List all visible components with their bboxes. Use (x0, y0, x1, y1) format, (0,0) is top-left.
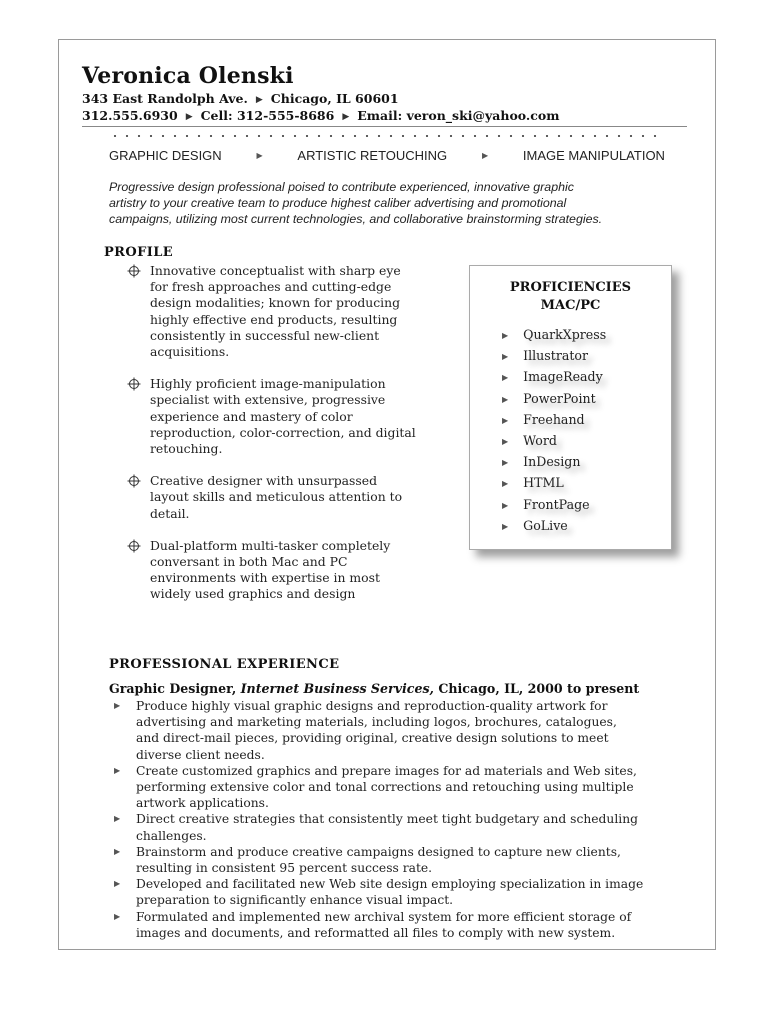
proficiency-label: PowerPoint (523, 390, 596, 406)
proficiencies-heading: PROFICIENCIES (509, 280, 632, 295)
duty-item (109, 844, 689, 876)
profile-text-line: experience and mastery of color (150, 408, 353, 424)
proficiency-item (502, 325, 606, 346)
profile-text-line: Dual-platform multi-tasker completely (150, 537, 391, 553)
summary-statement (109, 179, 704, 227)
city-state-zip: Chicago, IL 60601 (270, 91, 399, 106)
duty-text-line: resulting in consistent 95 percent success rate. (136, 861, 433, 876)
triangle-bullet-icon: ▶ (114, 814, 121, 824)
header-divider (82, 126, 687, 127)
proficiency-item (502, 452, 606, 473)
duty-text-line: diverse client needs. (136, 747, 265, 762)
profile-text-line: environments with expertise in most (150, 570, 380, 586)
resume-page (58, 39, 716, 950)
duty-text-line: artwork applications. (136, 796, 269, 811)
duty-text-line: challenges. (136, 828, 207, 843)
proficiency-item (502, 516, 606, 537)
triangle-bullet-icon: ▶ (502, 394, 509, 404)
proficiency-label: Word (523, 433, 557, 449)
proficiency-label: Freehand (523, 411, 585, 427)
job-title (109, 681, 639, 696)
proficiency-label: GoLive (523, 517, 568, 533)
triangle-bullet-icon: ▶ (342, 112, 350, 122)
triangle-bullet-icon: ▶ (502, 521, 509, 531)
triangle-bullet-icon: ▶ (502, 373, 509, 383)
proficiency-label: ImageReady (523, 369, 603, 385)
profile-text-line: retouching. (150, 441, 223, 457)
triangle-bullet-icon: ▶ (185, 112, 193, 122)
triangle-bullet-icon: ▶ (481, 151, 489, 160)
summary-line: Progressive design professional poised to contribute experienced, innovative graphic (109, 180, 574, 194)
profile-item (127, 538, 447, 603)
triangle-bullet-icon: ▶ (114, 911, 121, 921)
triangle-bullet-icon: ▶ (502, 479, 509, 489)
duty-text-line: Direct creative strategies that consistently meet tight budgetary and scheduling (136, 812, 638, 827)
crosshair-bullet-icon (127, 264, 141, 278)
address-line (82, 91, 399, 106)
duty-text-line: and direct-mail pieces, providing original, creative design solutions to meet (136, 731, 609, 746)
duty-text-line: images and documents, and reformatted all files to comply with new system. (136, 925, 616, 940)
triangle-bullet-icon: ▶ (502, 352, 509, 362)
duty-text-line: advertising and marketing materials, including logos, brochures, catalogues, (136, 715, 617, 730)
summary-line: artistry to your creative team to produce highest caliber advertising and promotional (109, 196, 567, 210)
proficiency-label: InDesign (523, 454, 581, 470)
profile-text-line: highly effective end products, resulting (150, 311, 398, 327)
phone-email-line (82, 108, 559, 123)
crosshair-bullet-icon (127, 377, 141, 391)
duty-text-line: Produce highly visual graphic designs and reproduction-quality artwork for (136, 699, 608, 713)
proficiency-item (502, 495, 606, 516)
triangle-bullet-icon: ▶ (502, 458, 509, 468)
duty-item (109, 763, 689, 812)
crosshair-bullet-icon (127, 539, 141, 553)
summary-line: campaigns, utilizing most current technologies, and collaborative brainstorming strategies. (109, 212, 603, 226)
profile-heading: PROFILE (104, 245, 174, 260)
duty-text-line: Developed and facilitated new Web site design employing specialization in image (136, 877, 644, 892)
proficiency-label: FrontPage (523, 496, 590, 512)
profile-text-line: specialist with extensive, progressive (150, 392, 386, 408)
triangle-bullet-icon: ▶ (502, 437, 509, 447)
dotted-divider (109, 135, 657, 137)
triangle-bullet-icon: ▶ (114, 701, 121, 710)
profile-text-line: Creative designer with unsurpassed (150, 473, 378, 489)
candidate-name: Veronica Olenski (82, 63, 294, 89)
duty-text-line: preparation to significantly enhance visual impact. (136, 893, 454, 908)
triangle-bullet-icon: ▶ (114, 846, 121, 856)
experience-heading: PROFESSIONAL EXPERIENCE (109, 657, 340, 672)
job-role: Graphic Designer, (109, 681, 237, 696)
specialty-item: IMAGE MANIPULATION (522, 148, 665, 163)
email-address: Email: veron_ski@yahoo.com (357, 108, 560, 123)
proficiency-label: Illustrator (523, 348, 589, 364)
profile-text-line: design modalities; known for producing (150, 295, 401, 311)
duty-item (109, 909, 689, 941)
profile-text-line: widely used graphics and design (150, 586, 356, 602)
triangle-bullet-icon: ▶ (502, 500, 509, 510)
cell-number: Cell: 312-555-8686 (200, 108, 335, 123)
street-address: 343 East Randolph Ave. (82, 91, 248, 106)
proficiency-item (502, 410, 606, 431)
proficiency-item (502, 431, 606, 452)
triangle-bullet-icon: ▶ (256, 151, 263, 160)
profile-text-line: for fresh approaches and cutting-edge (150, 279, 392, 295)
profile-text-line: detail. (150, 505, 190, 521)
duty-text-line: Formulated and implemented new archival system for more efficient storage of (136, 909, 632, 924)
triangle-bullet-icon: ▶ (502, 331, 509, 340)
profile-list (127, 263, 447, 619)
proficiency-item (502, 389, 606, 410)
job-location-dates: Chicago, IL, 2000 to present (438, 681, 640, 696)
specialty-item: ARTISTIC RETOUCHING (297, 148, 448, 163)
duty-text-line: performing extensive color and tonal corrections and retouching using multiple (136, 780, 634, 795)
profile-text-line: acquisitions. (150, 344, 230, 360)
triangle-bullet-icon: ▶ (114, 765, 121, 775)
job-company: Internet Business Services, (240, 681, 434, 696)
profile-text-line: conversant in both Mac and PC (150, 554, 348, 570)
profile-item (127, 376, 447, 457)
proficiency-label: QuarkXpress (523, 327, 607, 342)
duties-list (109, 698, 689, 941)
duty-text-line: Brainstorm and produce creative campaigns designed to capture new clients, (136, 844, 621, 859)
proficiencies-box (469, 265, 672, 550)
duty-text-line: Create customized graphics and prepare images for ad materials and Web sites, (136, 763, 637, 778)
duty-item (109, 876, 689, 908)
proficiency-item (502, 346, 606, 367)
proficiency-item (502, 473, 606, 494)
duty-item (109, 698, 689, 763)
profile-text-line: reproduction, color-correction, and digital (150, 424, 416, 440)
proficiency-item (502, 367, 606, 388)
triangle-bullet-icon: ▶ (502, 415, 509, 425)
profile-item (127, 263, 447, 360)
proficiencies-subtitle: MAC/PC (540, 298, 601, 313)
triangle-bullet-icon: ▶ (114, 879, 121, 889)
profile-text-line: Highly proficient image-manipulation (150, 376, 386, 392)
duty-item (109, 811, 689, 843)
profile-text-line: consistently in successful new-client (150, 327, 380, 343)
crosshair-bullet-icon (127, 474, 141, 488)
proficiencies-title (470, 279, 671, 315)
specialty-item: GRAPHIC DESIGN (109, 148, 222, 163)
phone-number: 312.555.6930 (82, 108, 178, 123)
profile-text-line: layout skills and meticulous attention to (150, 489, 403, 505)
triangle-bullet-icon: ▶ (255, 95, 263, 105)
proficiency-label: HTML (523, 475, 564, 491)
specialties-bar (109, 148, 665, 163)
profile-text-line: Innovative conceptualist with sharp eye (150, 263, 401, 278)
proficiencies-list (502, 325, 606, 537)
profile-item (127, 473, 447, 522)
